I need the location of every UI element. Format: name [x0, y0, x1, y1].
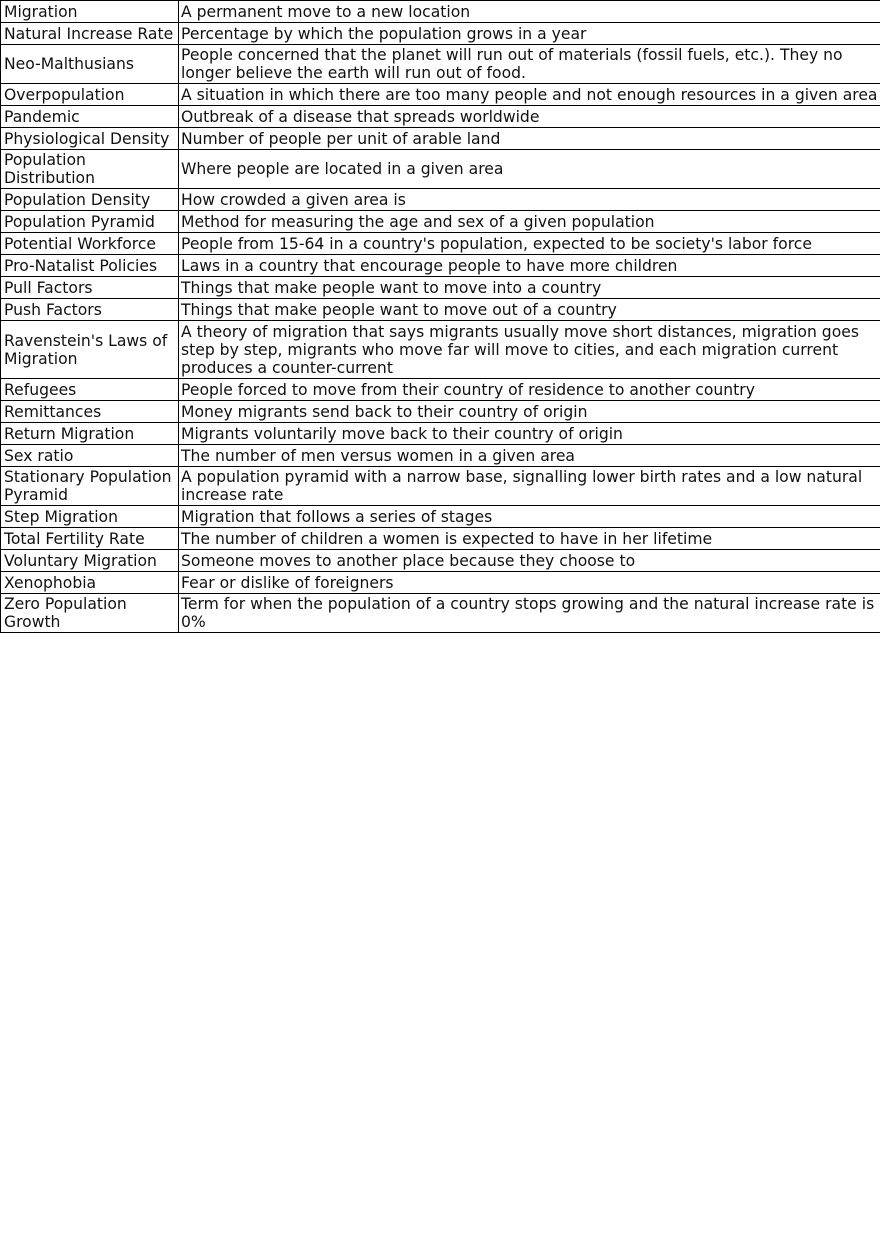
definition-cell: Outbreak of a disease that spreads worldwide — [179, 106, 880, 128]
definition-cell: Migrants voluntarily move back to their country of origin — [179, 423, 880, 445]
table-row — [1, 572, 880, 594]
term-cell: Physiological Density — [1, 128, 179, 150]
definition-cell: Where people are located in a given area — [179, 150, 880, 189]
term-cell: Remittances — [1, 401, 179, 423]
definition-cell: People concerned that the planet will run out of materials (fossil fuels, etc.). They no longer believe the earth will run out of food. — [179, 45, 880, 84]
term-cell: Push Factors — [1, 299, 179, 321]
table-row — [1, 277, 880, 299]
term-cell: Natural Increase Rate — [1, 23, 179, 45]
definition-cell: A situation in which there are too many people and not enough resources in a given area — [179, 84, 880, 106]
table-row — [1, 150, 880, 189]
definition-cell: People forced to move from their country of residence to another country — [179, 379, 880, 401]
term-cell: Pull Factors — [1, 277, 179, 299]
table-row — [1, 506, 880, 528]
definition-cell: Term for when the population of a country stops growing and the natural increase rate is 0% — [179, 594, 880, 633]
table-row — [1, 128, 880, 150]
definition-cell: A population pyramid with a narrow base, signalling lower birth rates and a low natural increase rate — [179, 467, 880, 506]
definition-cell: Method for measuring the age and sex of a given population — [179, 211, 880, 233]
definition-cell: The number of children a women is expected to have in her lifetime — [179, 528, 880, 550]
term-cell: Stationary Population Pyramid — [1, 467, 179, 506]
definition-cell: Things that make people want to move out of a country — [179, 299, 880, 321]
definition-cell: The number of men versus women in a given area — [179, 445, 880, 467]
table-row — [1, 550, 880, 572]
definition-cell: Fear or dislike of foreigners — [179, 572, 880, 594]
definition-cell: A permanent move to a new location — [179, 1, 880, 23]
definition-cell: How crowded a given area is — [179, 189, 880, 211]
table-row — [1, 1, 880, 23]
definition-cell: Number of people per unit of arable land — [179, 128, 880, 150]
definition-cell: Money migrants send back to their country of origin — [179, 401, 880, 423]
definition-cell: Things that make people want to move into a country — [179, 277, 880, 299]
definition-cell: Percentage by which the population grows in a year — [179, 23, 880, 45]
table-row — [1, 45, 880, 84]
table-row — [1, 84, 880, 106]
term-cell: Step Migration — [1, 506, 179, 528]
term-cell: Ravenstein's Laws of Migration — [1, 321, 179, 379]
table-row — [1, 211, 880, 233]
term-cell: Voluntary Migration — [1, 550, 179, 572]
table-row — [1, 321, 880, 379]
term-cell: Total Fertility Rate — [1, 528, 179, 550]
definition-cell: A theory of migration that says migrants usually move short distances, migration goes step by step, migrants who move far will move to cities, and each migration current produces a counter-current — [179, 321, 880, 379]
table-row — [1, 233, 880, 255]
definition-cell: Someone moves to another place because they choose to — [179, 550, 880, 572]
term-cell: Potential Workforce — [1, 233, 179, 255]
term-cell: Sex ratio — [1, 445, 179, 467]
table-row — [1, 528, 880, 550]
table-row — [1, 299, 880, 321]
term-cell: Pro-Natalist Policies — [1, 255, 179, 277]
table-row — [1, 106, 880, 128]
table-row — [1, 594, 880, 633]
term-cell: Population Density — [1, 189, 179, 211]
term-cell: Pandemic — [1, 106, 179, 128]
term-cell: Migration — [1, 1, 179, 23]
table-row — [1, 467, 880, 506]
term-cell: Neo-Malthusians — [1, 45, 179, 84]
definition-cell: People from 15-64 in a country's population, expected to be society's labor force — [179, 233, 880, 255]
table-row — [1, 379, 880, 401]
term-cell: Population Pyramid — [1, 211, 179, 233]
term-cell: Refugees — [1, 379, 179, 401]
term-cell: Overpopulation — [1, 84, 179, 106]
table-row — [1, 189, 880, 211]
table-row — [1, 423, 880, 445]
term-cell: Zero Population Growth — [1, 594, 179, 633]
definition-cell: Migration that follows a series of stages — [179, 506, 880, 528]
table-row — [1, 445, 880, 467]
glossary-body — [1, 1, 880, 633]
table-row — [1, 401, 880, 423]
term-cell: Xenophobia — [1, 572, 179, 594]
table-row — [1, 23, 880, 45]
term-cell: Return Migration — [1, 423, 179, 445]
term-cell: Population Distribution — [1, 150, 179, 189]
definition-cell: Laws in a country that encourage people to have more children — [179, 255, 880, 277]
table-row — [1, 255, 880, 277]
